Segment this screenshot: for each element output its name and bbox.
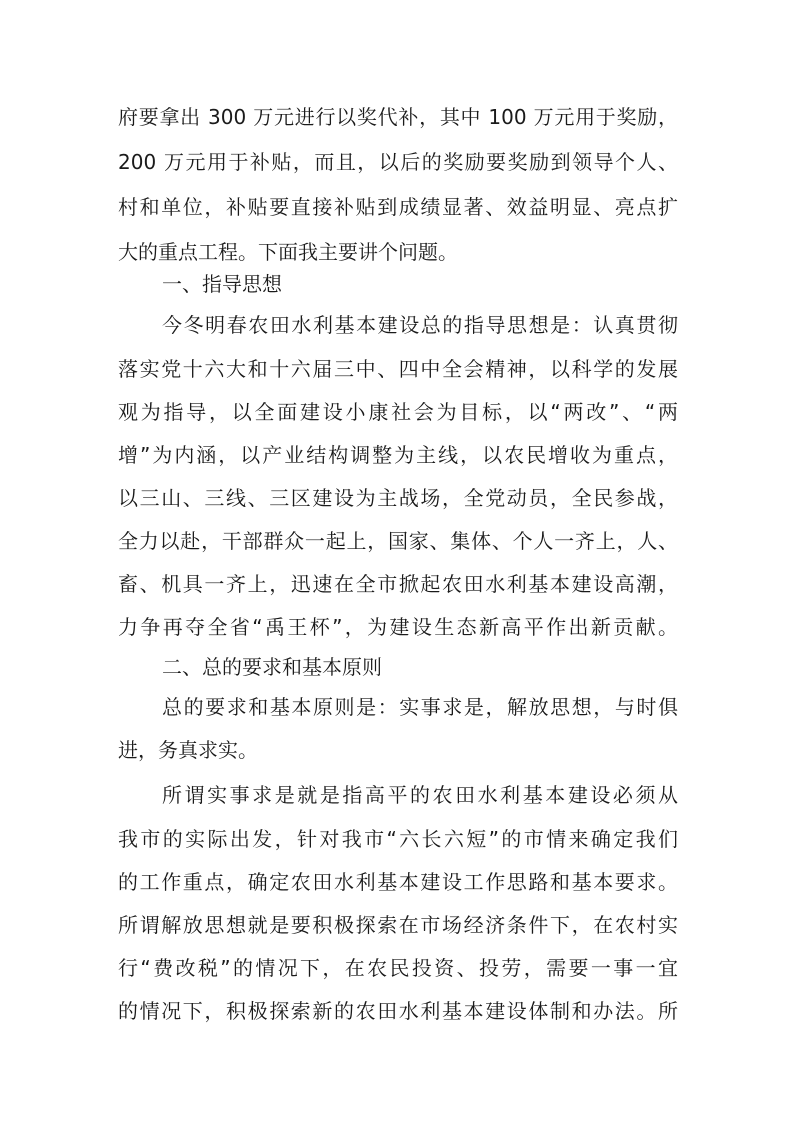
section-heading: 二、总的要求和基本原则 xyxy=(162,655,382,679)
paragraph-line: 村和单位，补贴要直接补贴到成绩显著、效益明显、亮点扩 xyxy=(118,195,678,219)
paragraph-line: 进，务真求实。 xyxy=(118,738,258,762)
paragraph-line: 今冬明春农田水利基本建设总的指导思想是：认真贯彻 xyxy=(162,313,678,337)
paragraph-line: 以三山、三线、三区建设为主战场，全党动员，全民参战， xyxy=(118,486,678,510)
paragraph-line: 总的要求和基本原则是：实事求是，解放思想，与时俱 xyxy=(162,695,678,719)
paragraph-line: 观为指导，以全面建设小康社会为目标，以“两改”、“两 xyxy=(118,400,678,424)
paragraph-line: 力争再夺全省“禹王杯”，为建设生态新高平作出新贡献。 xyxy=(118,615,678,639)
paragraph-line: 我市的实际出发，针对我市“六长六短”的市情来确定我们 xyxy=(118,827,678,851)
paragraph-line: 全力以赴，干部群众一起上，国家、集体、个人一齐上，人、 xyxy=(118,529,678,553)
paragraph-line: 府要拿出 300 万元进行以奖代补，其中 100 万元用于奖励， xyxy=(118,105,678,129)
paragraph-line: 的情况下，积极探索新的农田水利基本建设体制和办法。所 xyxy=(118,999,678,1023)
paragraph-line: 落实党十六大和十六届三中、四中全会精神，以科学的发展 xyxy=(118,357,678,381)
paragraph-line: 大的重点工程。下面我主要讲个问题。 xyxy=(118,240,458,264)
paragraph-line: 的工作重点，确定农田水利基本建设工作思路和基本要求。 xyxy=(118,870,678,894)
paragraph-line: 行“费改税”的情况下，在农民投资、投劳，需要一事一宜 xyxy=(118,956,678,980)
paragraph-line: 200 万元用于补贴，而且，以后的奖励要奖励到领导个人、 xyxy=(118,150,678,174)
paragraph-line: 所谓实事求是就是指高平的农田水利基本建设必须从 xyxy=(162,783,678,807)
paragraph-line: 畜、机具一齐上，迅速在全市掀起农田水利基本建设高潮， xyxy=(118,572,678,596)
section-heading: 一、指导思想 xyxy=(162,272,282,296)
paragraph-line: 增”为内涵，以产业结构调整为主线，以农民增收为重点， xyxy=(118,443,678,467)
paragraph-line: 所谓解放思想就是要积极探索在市场经济条件下，在农村实 xyxy=(118,913,678,937)
